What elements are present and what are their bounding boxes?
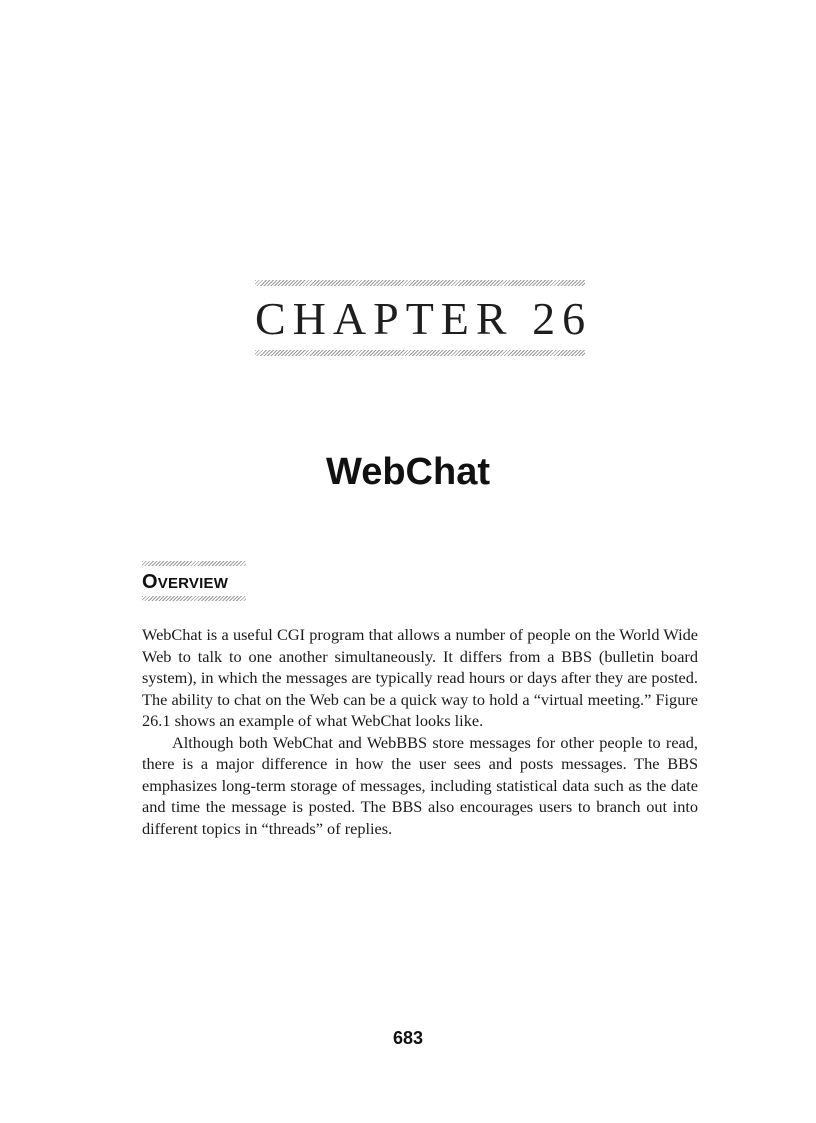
chapter-title: WebChat [326,451,490,493]
chapter-label: CHAPTER 26 [255,293,593,344]
chapter-rule-bottom [255,350,585,356]
body-text [142,624,698,839]
section-header [142,561,246,601]
section-heading-rest: VERVIEW [157,575,229,592]
section-rule-bottom [142,596,246,601]
chapter-header [255,280,593,356]
section-heading-initial: O [142,571,158,593]
page-number: 683 [392,1028,424,1048]
paragraph-1: WebChat is a useful CGI program that allows a number of people on the World Wide Web to talk to one another simultaneously. It differs from a BBS (bulletin board system), in which the messages are typically read hours or days after they are posted. The ability to chat on the Web can be a quick way to hold a “virtual meeting.” Figure 26.1 shows an example of what WebChat looks like. [142,625,698,730]
paragraph-2: Although both WebChat and WebBBS store messages for other people to read, there is a major difference in how the user sees and posts messages. The BBS emphasizes long-term storage of messages, including statistical data such as the date and time the message is posted. The BBS also encourages users to branch out into different topics in “threads” of replies. [142,732,698,838]
section-heading [142,566,246,596]
